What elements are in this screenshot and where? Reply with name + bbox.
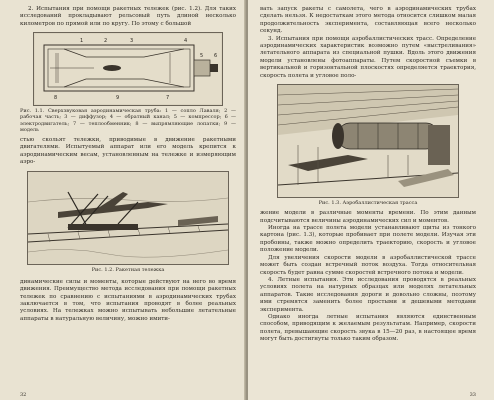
figure-3-caption: Рис. 1.3. Аэробаллистическая трасса (318, 200, 418, 207)
right-paragraph-4: 4. Летные испытания. Эти исследования проводятся в реальных условиях полета на натурных образцах или моделях летательных аппаратов. Такие исследования дороги и довольно сложны, поэтому ими стремятся заменить более простыми и дешевыми методами эксперимента. (260, 276, 476, 313)
fig1-label: 6 (214, 53, 218, 60)
right-paragraph-airflow: Для увеличения скорости модели в аэробаллистической трассе может быть создан встречный поток воздуха. Тогда относительная скорость будет равна сумме скоростей встречного потока и модели. (260, 254, 476, 276)
fig1-label: 3 (130, 38, 134, 45)
right-paragraph-top: вать запуск ракеты с самолета, чего в аэродинамических трубах сделать нельзя. К недостаткам этого метода относится слишком малая продолжительность эксперимента, составляющая всего несколько секунд. (260, 6, 476, 35)
fig1-label: 9 (116, 95, 120, 102)
figure-2-caption: Рис. 1.2. Ракетная тележка (91, 266, 165, 273)
left-page (0, 0, 246, 400)
fig1-label: 5 (200, 53, 204, 60)
right-paragraph-last: Однако иногда летные испытания являются единственным способом, приводящим к желаемым результатам. Например, скорости полета, превышающие скорость звука в 15—20 раз, в настоящее время могут быть достигнуты только таким образом. (260, 313, 476, 343)
fig1-label: 8 (54, 95, 58, 102)
left-page-number: 32 (20, 392, 27, 398)
right-paragraph-3: 3. Испытания при помощи аэробаллистических трасс. Определение аэродинамических характеристик возможно путем «выстреливания» летательного аппарата из специальной пушки. Вдоль этого движения модели установлены фотоаппараты. Путем скоростной съемки в вертикальной и горизонтальной плоскостях определяется траектория, скорость полета и угловое поло- (260, 35, 476, 79)
figure-aeroballistic-range-illustration (277, 84, 459, 198)
right-paragraph-after-figure: жение модели в различные моменты времени. По этим данным подсчитываются величины аэродинамических сил и моментов. (260, 210, 476, 224)
fig1-label: 2 (104, 38, 108, 45)
right-page (248, 0, 494, 400)
figure-rocket-sled-illustration (27, 171, 229, 265)
left-paragraph-bottom: динамические силы и моменты, которые действуют на него во время движения. Преимущество метода исследования при помощи ракетных тележек по сравнению с испытаниями в аэродинамических трубах заключается в том, что испытания проводят в более реальных условиях. На тележках можно испытывать небольшие летательные аппараты в натуральную величину, можно имити- (20, 278, 236, 322)
left-paragraph-middle: стью скольят тележки, приводимые в движение ракетными двигателями. Испытуемый аппарат или его модель крепится к аэродинамическим весам, установленным на тележке и измеряющим аэро- (20, 137, 236, 166)
left-paragraph-top: 2. Испытания при помощи ракетных тележек (рис. 1.2). Для таких исследований прокладывают рельсовый путь длиной несколько километров по прямой или по кругу. По этому с большой (20, 6, 236, 27)
figure-1-caption: Рис. 1.1. Сверхзвуковая аэродинамическая труба: 1 — сопло Лаваля; 2 — рабочая часть; 3 — диффузор; 4 — обратный канал; 5 — компрессор; 6 — электродвигатель; 7 — теплообменник; 8 — выпрямляющие лопатки; 9 — модель (20, 108, 236, 133)
right-page-number: 33 (469, 392, 476, 398)
fig1-label: 4 (184, 38, 188, 45)
fig1-label: 1 (80, 38, 84, 45)
figure-wind-tunnel-diagram (33, 32, 223, 106)
fig1-label: 7 (166, 95, 170, 102)
right-paragraph-cardboard: Иногда на трассе полета модели устанавливают щиты из тонкого картона (рис. 1.3), которые пробивает при полете модели. Изучая эти пробоины, также можно определить траекторию, скорость и угловое положение модели. (260, 225, 476, 254)
